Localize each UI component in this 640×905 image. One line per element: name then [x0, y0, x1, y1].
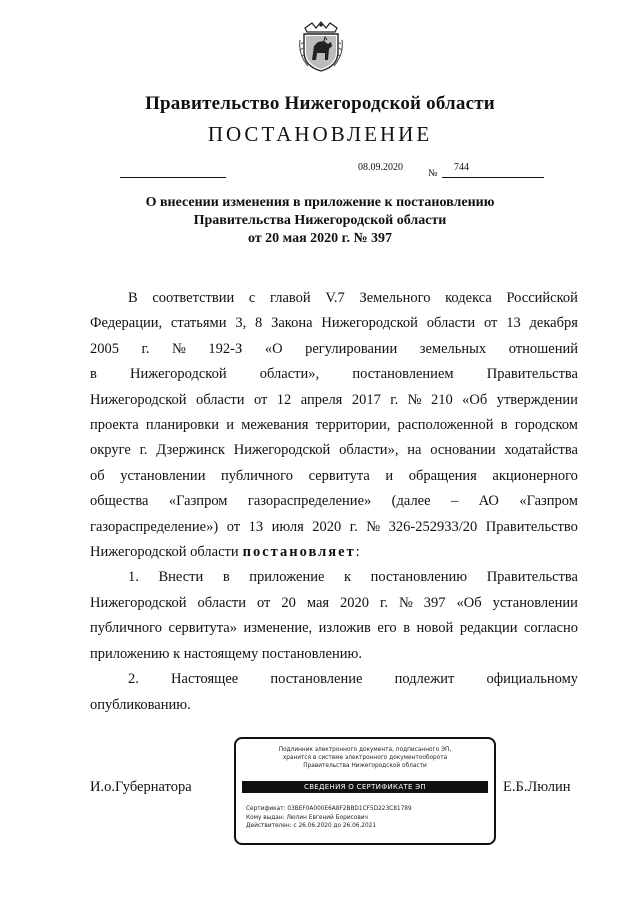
coat-of-arms-icon: [298, 20, 344, 74]
body-word: Правительства: [486, 569, 578, 586]
date-underline-left: [120, 177, 226, 178]
electronic-signature-stamp: [234, 737, 496, 845]
body-word: статьями: [170, 315, 227, 332]
body-word: сервитута»: [168, 620, 237, 637]
body-word: Нижегородской: [321, 315, 418, 332]
body-line: [90, 286, 578, 311]
clause-2-last-line: [90, 693, 578, 718]
body-word: к: [344, 569, 352, 586]
body-word: 3,: [235, 315, 247, 332]
body-word: №: [366, 518, 381, 535]
subject-line: О внесении изменения в приложение к постановлению: [145, 195, 495, 210]
body-word: Земельного: [359, 290, 431, 306]
certificate-serial: Сертификат: 03BEF0A000E6A8F2BBD1CF5D223C81789: [246, 806, 412, 812]
body-word: Российской: [506, 290, 578, 306]
signer-position: И.о.Губернатора: [90, 779, 192, 795]
document-number: 744: [454, 162, 469, 173]
body-line: [90, 337, 578, 362]
clause-2-paragraph: [90, 667, 578, 692]
body-word: территории,: [315, 417, 391, 434]
body-word: декабря: [529, 315, 578, 332]
government-title: Правительство Нижегородской области: [145, 93, 495, 114]
decree-keyword: постановляет: [242, 544, 356, 561]
body-word: и: [385, 467, 394, 484]
body-word: ходатайства: [504, 442, 578, 459]
body-word: 2005: [90, 340, 119, 357]
body-word: 13: [506, 315, 521, 332]
body-word: области: [197, 594, 247, 611]
body-word: приложение: [249, 569, 325, 586]
body-word: газораспределение»): [90, 518, 219, 535]
stamp-header-line: хранится в системе электронного документооборота: [282, 755, 448, 761]
body-word: установлении: [492, 594, 578, 611]
document-body: [90, 286, 578, 718]
body-word: 326-252933/20: [388, 518, 478, 535]
subject-line: от 20 мая 2020 г. № 397: [247, 231, 393, 246]
body-word: Нижегородской: [90, 391, 187, 408]
body-word: в: [403, 620, 411, 637]
body-word: июля: [271, 518, 304, 535]
clause-1-paragraph: [90, 565, 578, 641]
stamp-header: [236, 746, 494, 770]
certificate-owner: Кому выдан: Люлин Евгений Борисович: [246, 814, 368, 821]
decree-keyword-colon: :: [355, 544, 360, 561]
body-word: от: [226, 518, 241, 535]
body-word: 192-З: [208, 340, 243, 357]
body-word: 2.: [128, 671, 139, 688]
body-word: новой: [416, 620, 454, 637]
stamp-header-line: Подлинник электронного документа, подписанного ЭП,: [278, 747, 452, 753]
body-word: Дзержинск: [156, 442, 225, 459]
body-word: «О: [264, 340, 283, 357]
body-word: мая: [306, 594, 330, 611]
body-word: установлении: [120, 467, 206, 484]
body-word: Настоящее: [171, 671, 239, 688]
body-word: 20: [281, 594, 296, 611]
stamp-header-line: Правительства Нижегородской области: [303, 763, 427, 769]
body-word: г.: [349, 518, 358, 535]
body-line: [90, 616, 578, 641]
document-date: 08.09.2020: [358, 162, 403, 173]
body-word: округе: [90, 442, 131, 459]
body-word: сервитута: [308, 467, 370, 484]
preamble-last-line: [90, 540, 578, 565]
body-word: 2017: [351, 391, 381, 408]
body-word: 397: [423, 594, 446, 611]
body-word: подлежит: [394, 671, 455, 688]
preamble-paragraph: [90, 286, 578, 540]
body-word: постановление: [270, 671, 363, 688]
body-word: публичного: [90, 620, 162, 637]
body-line: [90, 515, 578, 540]
body-word: на: [407, 442, 422, 459]
body-word: проекта: [90, 417, 139, 434]
body-word: 13: [248, 518, 264, 535]
body-word: газораспределение»: [247, 493, 372, 510]
body-word: 2020: [312, 518, 342, 535]
body-word: от: [257, 594, 271, 611]
body-word: «Об: [462, 391, 488, 408]
body-word: городском: [514, 417, 578, 434]
number-sign: №: [428, 168, 438, 179]
body-word: Нижегородской: [130, 366, 227, 383]
body-word: постановлением: [352, 366, 454, 383]
body-line: [90, 591, 578, 616]
body-line: [90, 388, 578, 413]
body-line: [90, 565, 578, 590]
body-word: обращения: [408, 467, 477, 484]
body-word: №: [407, 391, 422, 408]
body-word: области: [426, 315, 476, 332]
body-line: [90, 362, 578, 387]
body-word: Нижегородской: [90, 594, 187, 611]
body-word: области: [196, 391, 245, 408]
clause-1-last-text: приложению к настоящему постановлению.: [90, 645, 362, 662]
preamble-last-prefix: Нижегородской области: [90, 544, 239, 561]
body-line: [90, 311, 578, 336]
body-word: области»,: [339, 442, 399, 459]
body-word: (далее: [391, 493, 431, 510]
body-word: №: [398, 594, 413, 611]
body-word: г.: [141, 340, 150, 357]
stamp-certificate-bar: СВЕДЕНИЯ О СЕРТИФИКАТЕ ЭП: [242, 781, 488, 793]
number-underline: [442, 177, 544, 178]
body-word: Закона: [271, 315, 313, 332]
body-word: «Газпром: [519, 493, 578, 510]
body-word: расположенной: [397, 417, 494, 434]
body-word: Правительства: [486, 366, 578, 383]
body-word: акционерного: [492, 467, 578, 484]
body-word: 1.: [128, 569, 139, 586]
body-word: публичного: [221, 467, 294, 484]
body-word: кодекса: [445, 290, 492, 306]
body-word: В: [128, 290, 138, 306]
body-word: планировки: [145, 417, 220, 434]
body-word: Федерации,: [90, 315, 163, 332]
body-word: «Газпром: [168, 493, 228, 510]
body-word: 12: [276, 391, 292, 408]
body-word: основании: [430, 442, 496, 459]
body-word: Нижегородской: [233, 442, 331, 459]
body-word: №: [172, 340, 186, 357]
body-word: официальному: [486, 671, 578, 688]
body-word: об: [90, 467, 105, 484]
clause-1-last-line: [90, 642, 578, 667]
body-word: общества: [90, 493, 149, 510]
body-word: от: [484, 315, 498, 332]
body-word: г.: [139, 442, 148, 459]
body-word: г.: [390, 391, 399, 408]
body-word: 210: [430, 391, 453, 408]
document-type: ПОСТАНОВЛЕНИЕ: [207, 122, 433, 146]
body-word: Правительство: [485, 518, 578, 535]
body-word: межевания: [241, 417, 309, 434]
body-word: –: [450, 493, 459, 510]
body-word: в: [500, 417, 508, 434]
certificate-validity: Действителен: с 26.06.2020 до 26.06.2021: [246, 823, 377, 829]
body-word: области»,: [259, 366, 320, 383]
body-word: АО: [478, 493, 499, 510]
body-line: [90, 489, 578, 514]
body-word: г.: [380, 594, 388, 611]
body-word: изменение,: [243, 620, 313, 637]
document-subject: [100, 194, 540, 248]
body-word: апреля: [300, 391, 343, 408]
body-word: согласно: [523, 620, 578, 637]
body-word: соответствии: [152, 290, 235, 306]
body-word: и: [226, 417, 234, 434]
body-line: [90, 413, 578, 438]
body-word: с: [248, 290, 256, 306]
body-word: от: [253, 391, 268, 408]
body-word: отношений: [508, 340, 578, 357]
body-word: изложив: [318, 620, 371, 637]
body-word: в: [222, 569, 230, 586]
signer-name: Е.Б.Люлин: [503, 779, 571, 795]
body-word: в: [90, 366, 97, 383]
subject-line: Правительства Нижегородской области: [193, 213, 447, 228]
body-line: [90, 438, 578, 463]
body-line: [90, 464, 578, 489]
body-word: редакции: [459, 620, 518, 637]
clause-2-last-text: опубликованию.: [90, 696, 191, 713]
body-word: Внести: [158, 569, 204, 586]
body-word: 8: [255, 315, 263, 332]
body-line: [90, 667, 578, 692]
body-word: главой: [270, 290, 311, 306]
body-word: регулировании: [305, 340, 398, 357]
body-word: постановлению: [370, 569, 468, 586]
body-word: утверждении: [496, 391, 578, 408]
stamp-details: [246, 805, 412, 831]
body-word: 2020: [340, 594, 370, 611]
body-word: V.7: [325, 290, 345, 306]
body-word: «Об: [456, 594, 482, 611]
body-word: земельных: [419, 340, 487, 357]
body-word: его: [377, 620, 397, 637]
